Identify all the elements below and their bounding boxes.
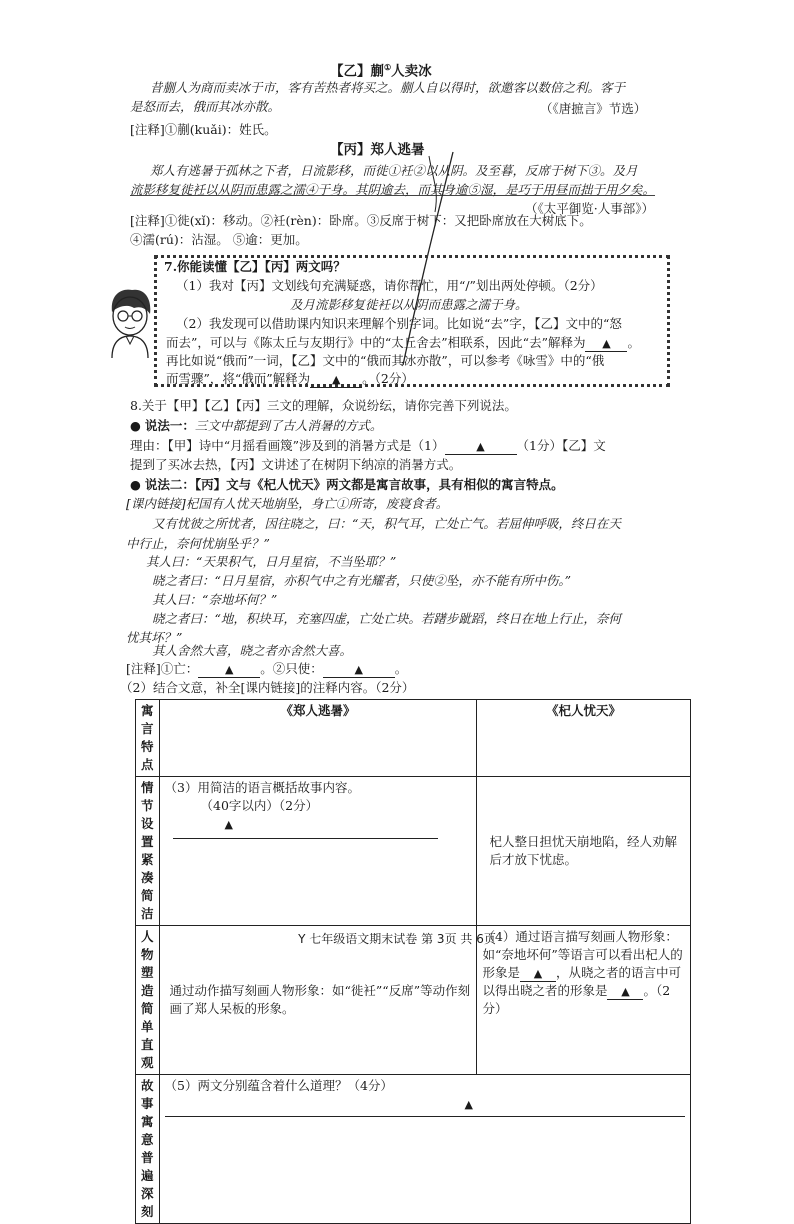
- q8-statement-2: ● 说法二：【丙】文与《杞人忧天》两文都是寓言故事，具有相似的寓言特点。: [130, 477, 564, 492]
- link-line-5: 晓之者曰：“日月星宿，亦积气中之有光耀者，只使②坠，亦不能有所中伤。”: [152, 573, 572, 588]
- bing-source: （《太平御览·人事部》）: [525, 201, 654, 216]
- link-line-9: 其人舍然大喜，晓之者亦舍然大喜。: [152, 643, 353, 658]
- q8-reason-cont: 提到了买冰去热，【丙】文讲述了在树阴下纳凉的消暑方式。: [130, 457, 462, 472]
- link-line-7: 晓之者曰：“地，积块耳，充塞四虚，亡处亡块。若躇步跐蹈，终日在地上行止，奈何: [152, 611, 621, 626]
- answer-blank-wang[interactable]: ▲: [198, 662, 260, 678]
- q7-part1: （1）我对【丙】文划线句充满疑惑，请你帮忙，用“/”划出两处停顿。（2分）: [176, 278, 603, 293]
- answer-area-3[interactable]: ▲: [224, 818, 233, 831]
- link-line-4: 其人曰：“天果积气，日月星宿，不当坠耶？”: [146, 554, 397, 569]
- q7-part2-line1: （2）我发现可以借助课内知识来理解个别字词。比如说“去”字，【乙】文中的“怒: [176, 316, 622, 331]
- fable-table: [135, 699, 691, 1224]
- q7-part2-line3: 再比如说“俄而”一词，【乙】文中的“俄而其冰亦散”，可以参考《咏雪》中的“俄: [166, 353, 605, 368]
- q7-part1-sentence: 及月流影移复徙衽以从阴而患露之濡于身。: [290, 297, 528, 312]
- link-line-2: 又有忧彼之所忧者，因往晓之，曰：“天，积气耳，亡处亡气。若屈伸呼吸，终日在天: [152, 516, 621, 531]
- q8-statement-1: ● 说法一：三文中都提到了古人消暑的方式。: [130, 418, 383, 433]
- answer-line-3: [173, 834, 438, 839]
- answer-blank-eer[interactable]: ▲: [310, 372, 362, 388]
- q8-part2: （2）结合文意，补全[课内链接]的注释内容。（2分）: [120, 680, 415, 695]
- feature-character: 人物塑造简单直观: [136, 926, 160, 1075]
- answer-blank-qu[interactable]: ▲: [585, 336, 627, 352]
- bullet-icon: ●: [130, 418, 141, 433]
- bing-line-1: 郑人有逃暑于孤林之下者，日流影移，而徙①衽②以从阴。及至暮，反席于树下③。及月: [150, 163, 638, 178]
- feature-plot: 情节设置紧凑简洁: [136, 777, 160, 926]
- q7-part2-line4: 而雪骤”，将“俄而”解释为 ▲ 。（2分）: [166, 371, 414, 386]
- yi-line-2: 是怒而去，俄而其冰亦散。: [130, 99, 281, 114]
- bullet-icon: ●: [130, 477, 141, 492]
- q8-title: 8.关于【甲】【乙】【丙】三文的理解，众说纷纭，请你完善下列说法。: [130, 398, 517, 413]
- yi-line-1: 昔蒯人为商而卖冰于市，客有苦热者将买之。蒯人自以得时，欲邀客以数倍之利。客于: [150, 80, 626, 95]
- cell-zheng-character: 通过动作描写刻画人物形象：如“徙衽”“反席”等动作刻画了郑人呆板的形象。: [159, 926, 477, 1075]
- table-header-zheng: 《郑人逃暑》: [159, 700, 477, 777]
- q8-notes: [注释]①亡： ▲ 。②只使： ▲ 。: [126, 661, 408, 676]
- answer-line-5: [165, 1114, 685, 1117]
- bing-line-2: 流影移复徙衽以从阴而患露之濡④于身。其阴逾去，而其身逾⑤湿，是巧于用昼而拙于用夕矣。: [130, 182, 656, 197]
- yi-note: [注释]①蒯(kuǎi)：姓氏。: [130, 122, 277, 137]
- answer-area-5[interactable]: ▲: [464, 1098, 473, 1111]
- table-header-feature: 寓言特点: [136, 700, 160, 777]
- student-illustration: [104, 286, 156, 360]
- cell-moral-question: （5）两文分别蕴含着什么道理？（4分） ▲: [159, 1075, 690, 1224]
- link-line-6: 其人曰：“奈地坏何？”: [152, 592, 278, 607]
- bing-note-2: ④濡(rú)：沾湿。 ⑤逾：更加。: [130, 232, 308, 247]
- link-line-3: 中行止，奈何忧崩坠乎？”: [126, 536, 270, 551]
- answer-blank-4b[interactable]: ▲: [607, 984, 643, 1000]
- yi-source: （《唐摭言》节选）: [540, 101, 647, 116]
- feature-moral: 故事寓意普遍深刻: [136, 1075, 160, 1224]
- link-line-8: 忧其坏？”: [126, 630, 183, 645]
- q7-title: 7.你能读懂【乙】【丙】两文吗？: [164, 259, 346, 274]
- cell-qi-character-question: （4）通过语言描写刻画人物形象：如“奈地坏何”等语言可以看出杞人的形象是 ▲ ，从晓之者的语言中可以得出晓之者的形象是 ▲ 。（2分）: [477, 926, 690, 1075]
- link-line-1: [课内链接]杞国有人忧天地崩坠，身亡①所寄，废寝食者。: [126, 496, 449, 511]
- yi-title: 【乙】蒯①人卖冰: [330, 62, 432, 80]
- q8-reason: 理由：【甲】诗中“月摇看画篾”涉及到的消暑方式是（1） ▲ （1分）【乙】文: [130, 438, 606, 453]
- answer-blank-zhishi[interactable]: ▲: [323, 662, 395, 678]
- bing-title: 【丙】郑人逃暑: [330, 142, 425, 158]
- page-footer: Y 七年级语文期末试卷 第 3页 共 6页: [298, 932, 496, 946]
- cell-summary-question: （3）用简洁的语言概括故事内容。 （40字以内）（2分） ▲: [159, 777, 477, 926]
- answer-blank-1[interactable]: ▲: [445, 439, 517, 455]
- table-header-qi: 《杞人忧天》: [477, 700, 690, 777]
- q7-part2-line2: 而去”，可以与《陈太丘与友期行》中的“太丘舍去”相联系，因此“去”解释为 ▲ 。: [166, 335, 640, 350]
- bing-note-1: [注释]①徙(xǐ)：移动。②衽(rèn)：卧席。③反席于树下：又把卧席放在大树底下。: [130, 213, 592, 228]
- cell-qi-plot: 杞人整日担忧天崩地陷，经人劝解后才放下忧虑。: [477, 777, 690, 926]
- answer-blank-4a[interactable]: ▲: [520, 966, 556, 982]
